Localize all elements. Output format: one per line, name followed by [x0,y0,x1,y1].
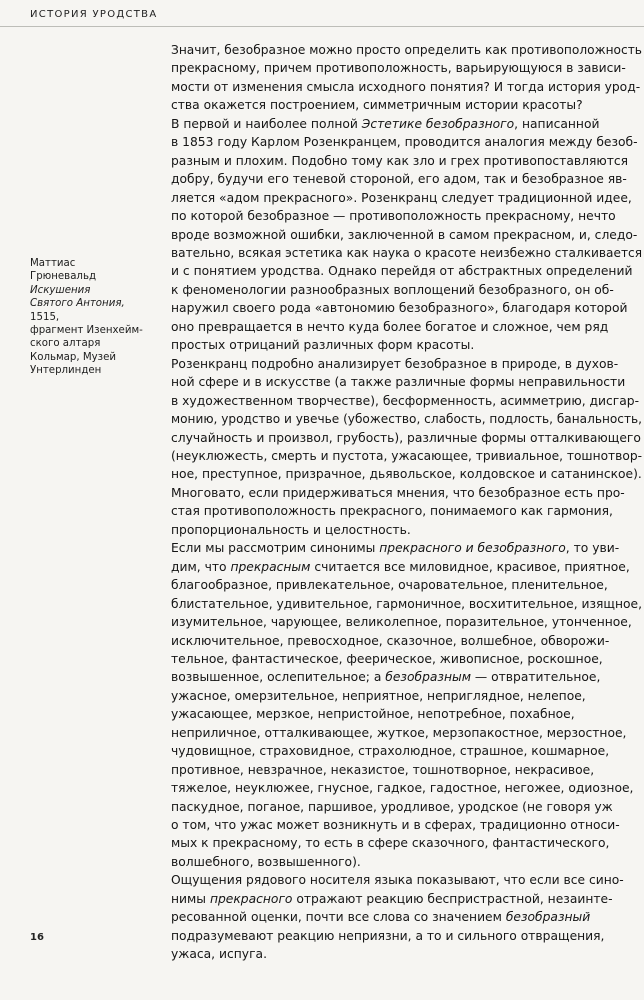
text-run: противное, невзрачное, неказистое, тошнотворное, некрасивое, [171,762,595,777]
text-line [171,41,640,59]
text-run: ной сфере и в искусстве (а также различные формы неправильности [171,375,626,390]
text-line [171,853,644,871]
text-line [171,355,644,373]
text-run: в 1853 году Карлом Розенкранцем, проводится аналогия между безоб- [171,135,638,150]
text-line [171,392,644,410]
page-number: 16 [30,932,44,943]
text-run: Маттиас [30,258,76,269]
text-run: блистательное, удивительное, гармоничное, восхитительное, изящное, [171,596,642,611]
text-run: стая противоположность прекрасного, понимаемого как гармония, [171,504,613,519]
text-line [171,484,644,502]
text-line [171,262,644,280]
text-run: , написанной [514,116,600,131]
text-line [171,299,644,317]
text-run: ского алтаря [30,338,101,350]
text-run: добру, будучи его теневой стороной, его адом, так и безобразное яв- [171,172,627,187]
text-run: Ощущения рядового носителя языка показывают, что если все сино- [171,873,624,888]
text-line [171,170,644,188]
text-run: неприличное, отталкивающее, жуткое, мерзопакостное, мерзостное, [171,725,627,740]
text-run: ляется «адом прекрасного». Розенкранц следует традиционной идее, [171,190,632,205]
text-line [171,244,642,262]
caption-line [30,337,165,350]
text-line [171,59,644,77]
caption-line [30,257,165,270]
text-line [171,207,644,225]
running-header: ИСТОРИЯ УРОДСТВА [30,9,158,20]
text-run: (неуклюжесть, смерть и пустота, ужасающее, тривиальное, тошнотвор- [171,448,642,463]
text-line [171,632,644,650]
text-run: наружил своего рода «автономию безобразного», благодаря которой [171,301,628,316]
text-line [171,429,644,447]
text-run: Кольмар, Музей [30,351,116,363]
text-run: — отвратительное, [470,670,601,685]
text-line [171,539,644,557]
text-run: чудовищное, страховидное, страхолюдное, страшное, кошмарное, [171,744,610,759]
text-run: тельное, фантастическое, феерическое, живописное, роскошное, [171,651,603,666]
text-run: ное, преступное, призрачное, дьявольское, колдовское и сатанинское). [171,467,642,482]
caption-line [30,311,165,324]
text-run: вательно, всякая эстетика как наука о красоте неизбежно сталкивается [171,245,642,260]
text-run: , то уви- [565,541,620,556]
text-run: Если мы рассмотрим синонимы [171,541,380,556]
caption-line [30,351,165,364]
text-run: ужасное, омерзительное, неприятное, неприглядное, нелепое, [171,688,586,703]
text-line [171,281,644,299]
text-run: монию, уродство и увечье (убожество, слабость, подлость, банальность, [171,412,642,427]
text-run: разным и плохим. Подобно тому как зло и грех противопоставляются [171,153,629,168]
text-run: прекрасному, причем противоположность, варьирующуюся в зависи- [171,61,626,76]
text-run: тяжелое, неуклюжее, гнусное, гадкое, гадостное, негожее, одиозное, [171,781,634,796]
italic-text: безобразный [505,910,591,925]
caption-line [30,297,165,310]
text-line [171,650,644,668]
text-line [171,226,644,244]
text-run: изумительное, чарующее, великолепное, поразительное, утонченное, [171,615,632,630]
text-run: Розенкранц подробно анализирует безобразное в природе, в духов- [171,356,619,371]
text-run: Унтерлинден [30,365,102,377]
text-run: мости от изменения смысла исходного понятия? И тогда история урод- [171,79,641,94]
text-line [171,742,644,760]
text-line [171,576,644,594]
text-run: В первой и наиболее полной [171,116,362,131]
text-line [171,890,644,908]
text-line [171,779,644,797]
text-line [171,816,644,834]
text-line [171,133,644,151]
text-run: благообразное, привлекательное, очаровательное, пленительное, [171,578,608,593]
text-line [171,613,644,631]
caption-line [30,324,165,337]
text-run: в художественном творчестве), бесформенность, асимметрию, дисгар- [171,393,640,408]
text-run: подразумевают реакцию неприязни, а то и сильного отвращения, [171,928,605,943]
text-line [171,189,644,207]
text-line [171,115,644,133]
text-line [171,96,644,114]
italic-text: прекрасного и безобразного [379,541,566,556]
italic-text: прекрасным [230,559,311,574]
text-run: Грюневальд [30,271,96,283]
text-line [171,595,643,613]
text-line [171,373,644,391]
italic-text: прекрасного [209,891,293,906]
text-run: ства окажется построением, симметричным истории красоты? [171,98,583,113]
text-line [171,318,644,336]
text-line [171,908,644,926]
text-run: отражают реакцию беспристрастной, незаинте- [292,891,613,906]
italic-text: безобразным [385,670,471,685]
text-run: по которой безобразное — противоположность прекрасному, нечто [171,209,616,224]
text-line [171,521,644,539]
text-line [171,705,644,723]
text-run: ужаса, испуга. [171,947,267,962]
text-line [171,834,644,852]
italic-text: Святого Антония, [30,298,125,310]
text-run: простых отрицаний различных форм красоты. [171,338,475,353]
text-run: случайность и произвол, грубость), различные формы отталкивающего [171,430,641,445]
text-run: возвышенное, ослепительное; а [171,670,386,685]
text-run: о том, что ужас может возникнуть и в сферах, традиционно относи- [171,818,620,833]
text-line [171,871,644,889]
text-run: оно превращается в нечто куда более богатое и сложное, чем ряд [171,319,609,334]
text-line [171,447,641,465]
caption-line [30,270,165,283]
italic-text: Эстетике безобразного [361,116,515,131]
text-run: ресованной оценки, почти все слова со значением [171,910,506,925]
text-line [171,945,644,963]
text-run: 1515, [30,311,60,323]
text-line [171,558,644,576]
text-line [171,798,644,816]
image-caption [30,257,165,378]
text-line [171,465,644,483]
text-run: фрагмент Изенхейм- [30,325,143,337]
italic-text: Искушения [30,284,91,296]
text-run: и с понятием уродства. Однако перейдя от абстрактных определений [171,264,633,279]
body-text [171,41,644,964]
text-run: ужасающее, мерзкое, непристойное, непотребное, похабное, [171,707,575,722]
text-run: вроде возможной ошибки, заключенной в самом прекрасном, и, следо- [171,227,638,242]
text-run: нимы [171,891,210,906]
text-run: исключительное, превосходное, сказочное, волшебное, обворожи- [171,633,610,648]
text-line [171,410,642,428]
text-run: мых к прекрасному, то есть в сфере сказочного, фантастического, [171,836,610,851]
text-line [171,927,644,945]
text-run: Многовато, если придерживаться мнения, что безобразное есть про- [171,485,625,500]
text-line [171,336,644,354]
caption-line [30,364,165,377]
text-run: к феноменологии разнообразных воплощений безобразного, он об- [171,282,614,297]
text-line [171,668,644,686]
text-run: пропорциональность и целостность. [171,522,411,537]
text-line [171,724,644,742]
text-line [171,152,644,170]
text-line [171,78,644,96]
header-rule [0,26,644,27]
text-line [171,761,644,779]
text-run: считается все миловидное, красивое, приятное, [310,559,630,574]
text-run: волшебного, возвышенного). [171,854,361,869]
text-run: паскудное, поганое, паршивое, уродливое, уродское (не говоря уж [171,799,613,814]
text-run: Значит, безобразное можно просто определить как противоположность [171,43,642,57]
caption-line [30,284,165,297]
text-line [171,502,644,520]
text-run: дим, что [171,559,231,574]
text-line [171,687,644,705]
